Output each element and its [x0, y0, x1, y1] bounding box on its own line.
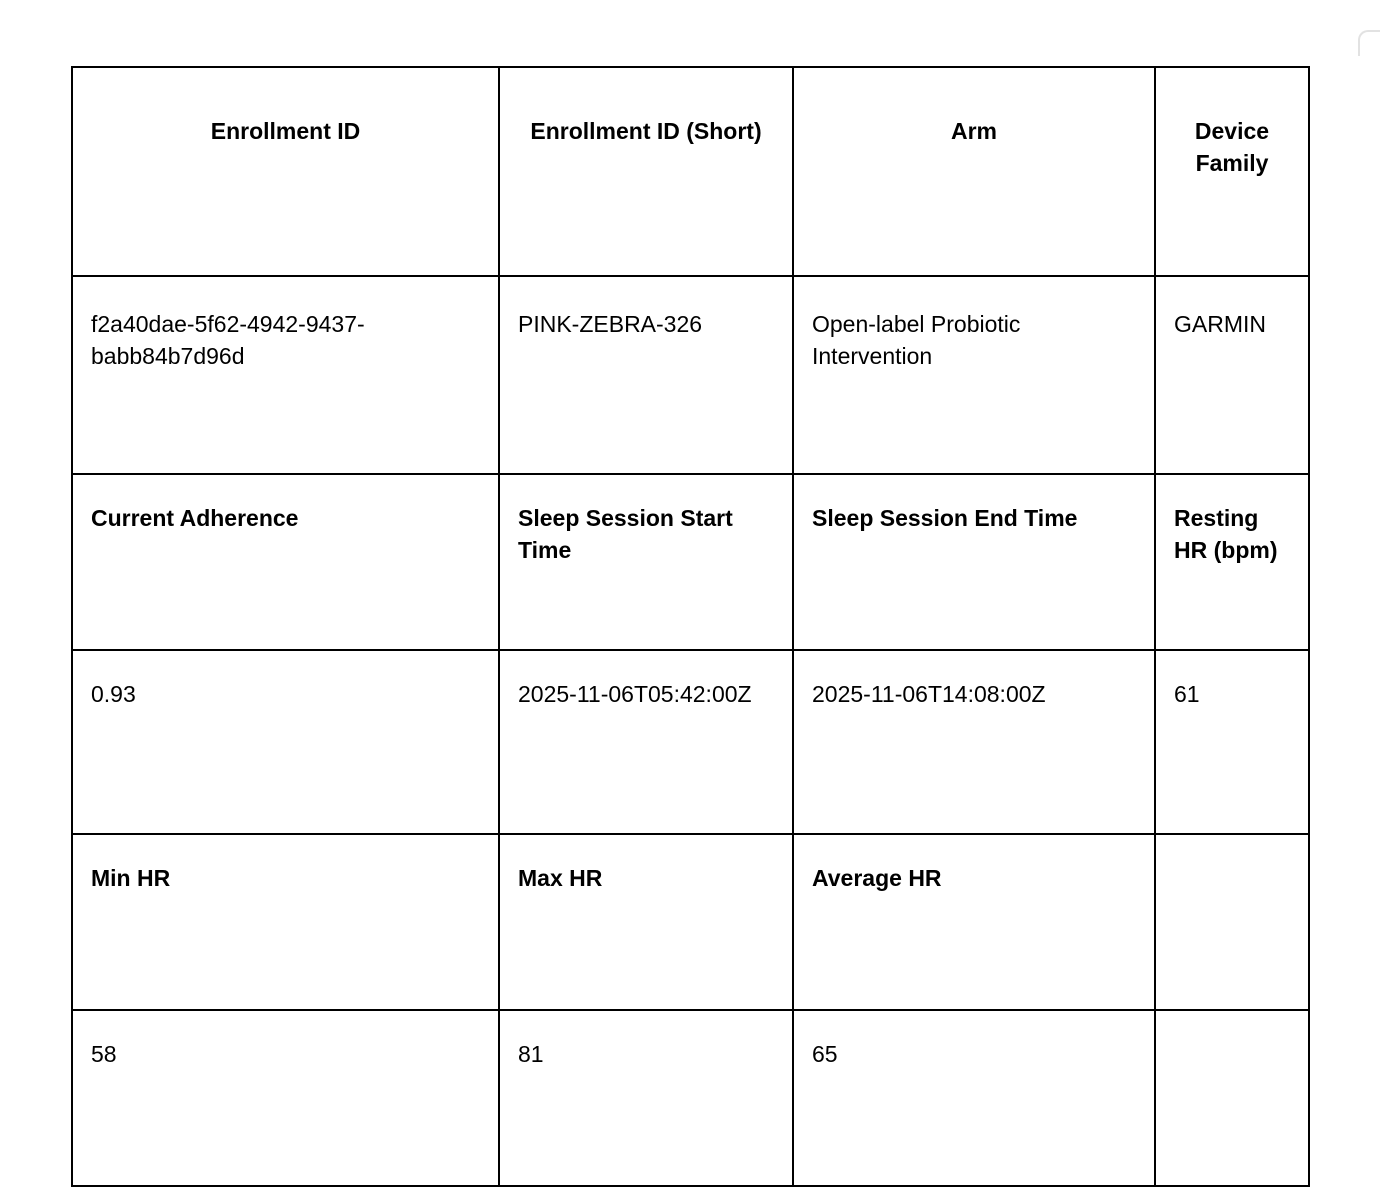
- cell-device-family-value: GARMIN: [1155, 276, 1309, 474]
- label-average-hr: Average HR: [793, 834, 1155, 1010]
- table-row: [72, 474, 1309, 650]
- cell-enrollment-id-value: f2a40dae-5f62-4942-9437-babb84b7d96d: [72, 276, 499, 474]
- label-min-hr: Min HR: [72, 834, 499, 1010]
- cell-empty: [1155, 1010, 1309, 1186]
- table-row: [72, 834, 1309, 1010]
- label-current-adherence: Current Adherence: [72, 474, 499, 650]
- cell-enrollment-id-short-value: PINK-ZEBRA-326: [499, 276, 793, 474]
- cell-average-hr-value: 65: [793, 1010, 1155, 1186]
- table-row: [72, 1010, 1309, 1186]
- table-container: [71, 66, 1308, 1187]
- label-sleep-session-start-time: Sleep Session Start Time: [499, 474, 793, 650]
- label-resting-hr: Resting HR (bpm): [1155, 474, 1309, 650]
- column-header-device-family: Device Family: [1155, 67, 1309, 276]
- table-row: [72, 650, 1309, 834]
- table-row-header: [72, 67, 1309, 276]
- cell-arm-value: Open-label Probiotic Intervention: [793, 276, 1155, 474]
- label-max-hr: Max HR: [499, 834, 793, 1010]
- cell-min-hr-value: 58: [72, 1010, 499, 1186]
- cell-empty: [1155, 834, 1309, 1010]
- column-header-enrollment-id: Enrollment ID: [72, 67, 499, 276]
- cell-resting-hr-value: 61: [1155, 650, 1309, 834]
- table-row: [72, 276, 1309, 474]
- cell-sleep-session-start-time-value: 2025-11-06T05:42:00Z: [499, 650, 793, 834]
- enrollment-summary-table: [71, 66, 1310, 1187]
- label-sleep-session-end-time: Sleep Session End Time: [793, 474, 1155, 650]
- corner-artifact: [1358, 30, 1380, 56]
- cell-max-hr-value: 81: [499, 1010, 793, 1186]
- cell-sleep-session-end-time-value: 2025-11-06T14:08:00Z: [793, 650, 1155, 834]
- cell-current-adherence-value: 0.93: [72, 650, 499, 834]
- column-header-enrollment-id-short: Enrollment ID (Short): [499, 67, 793, 276]
- column-header-arm: Arm: [793, 67, 1155, 276]
